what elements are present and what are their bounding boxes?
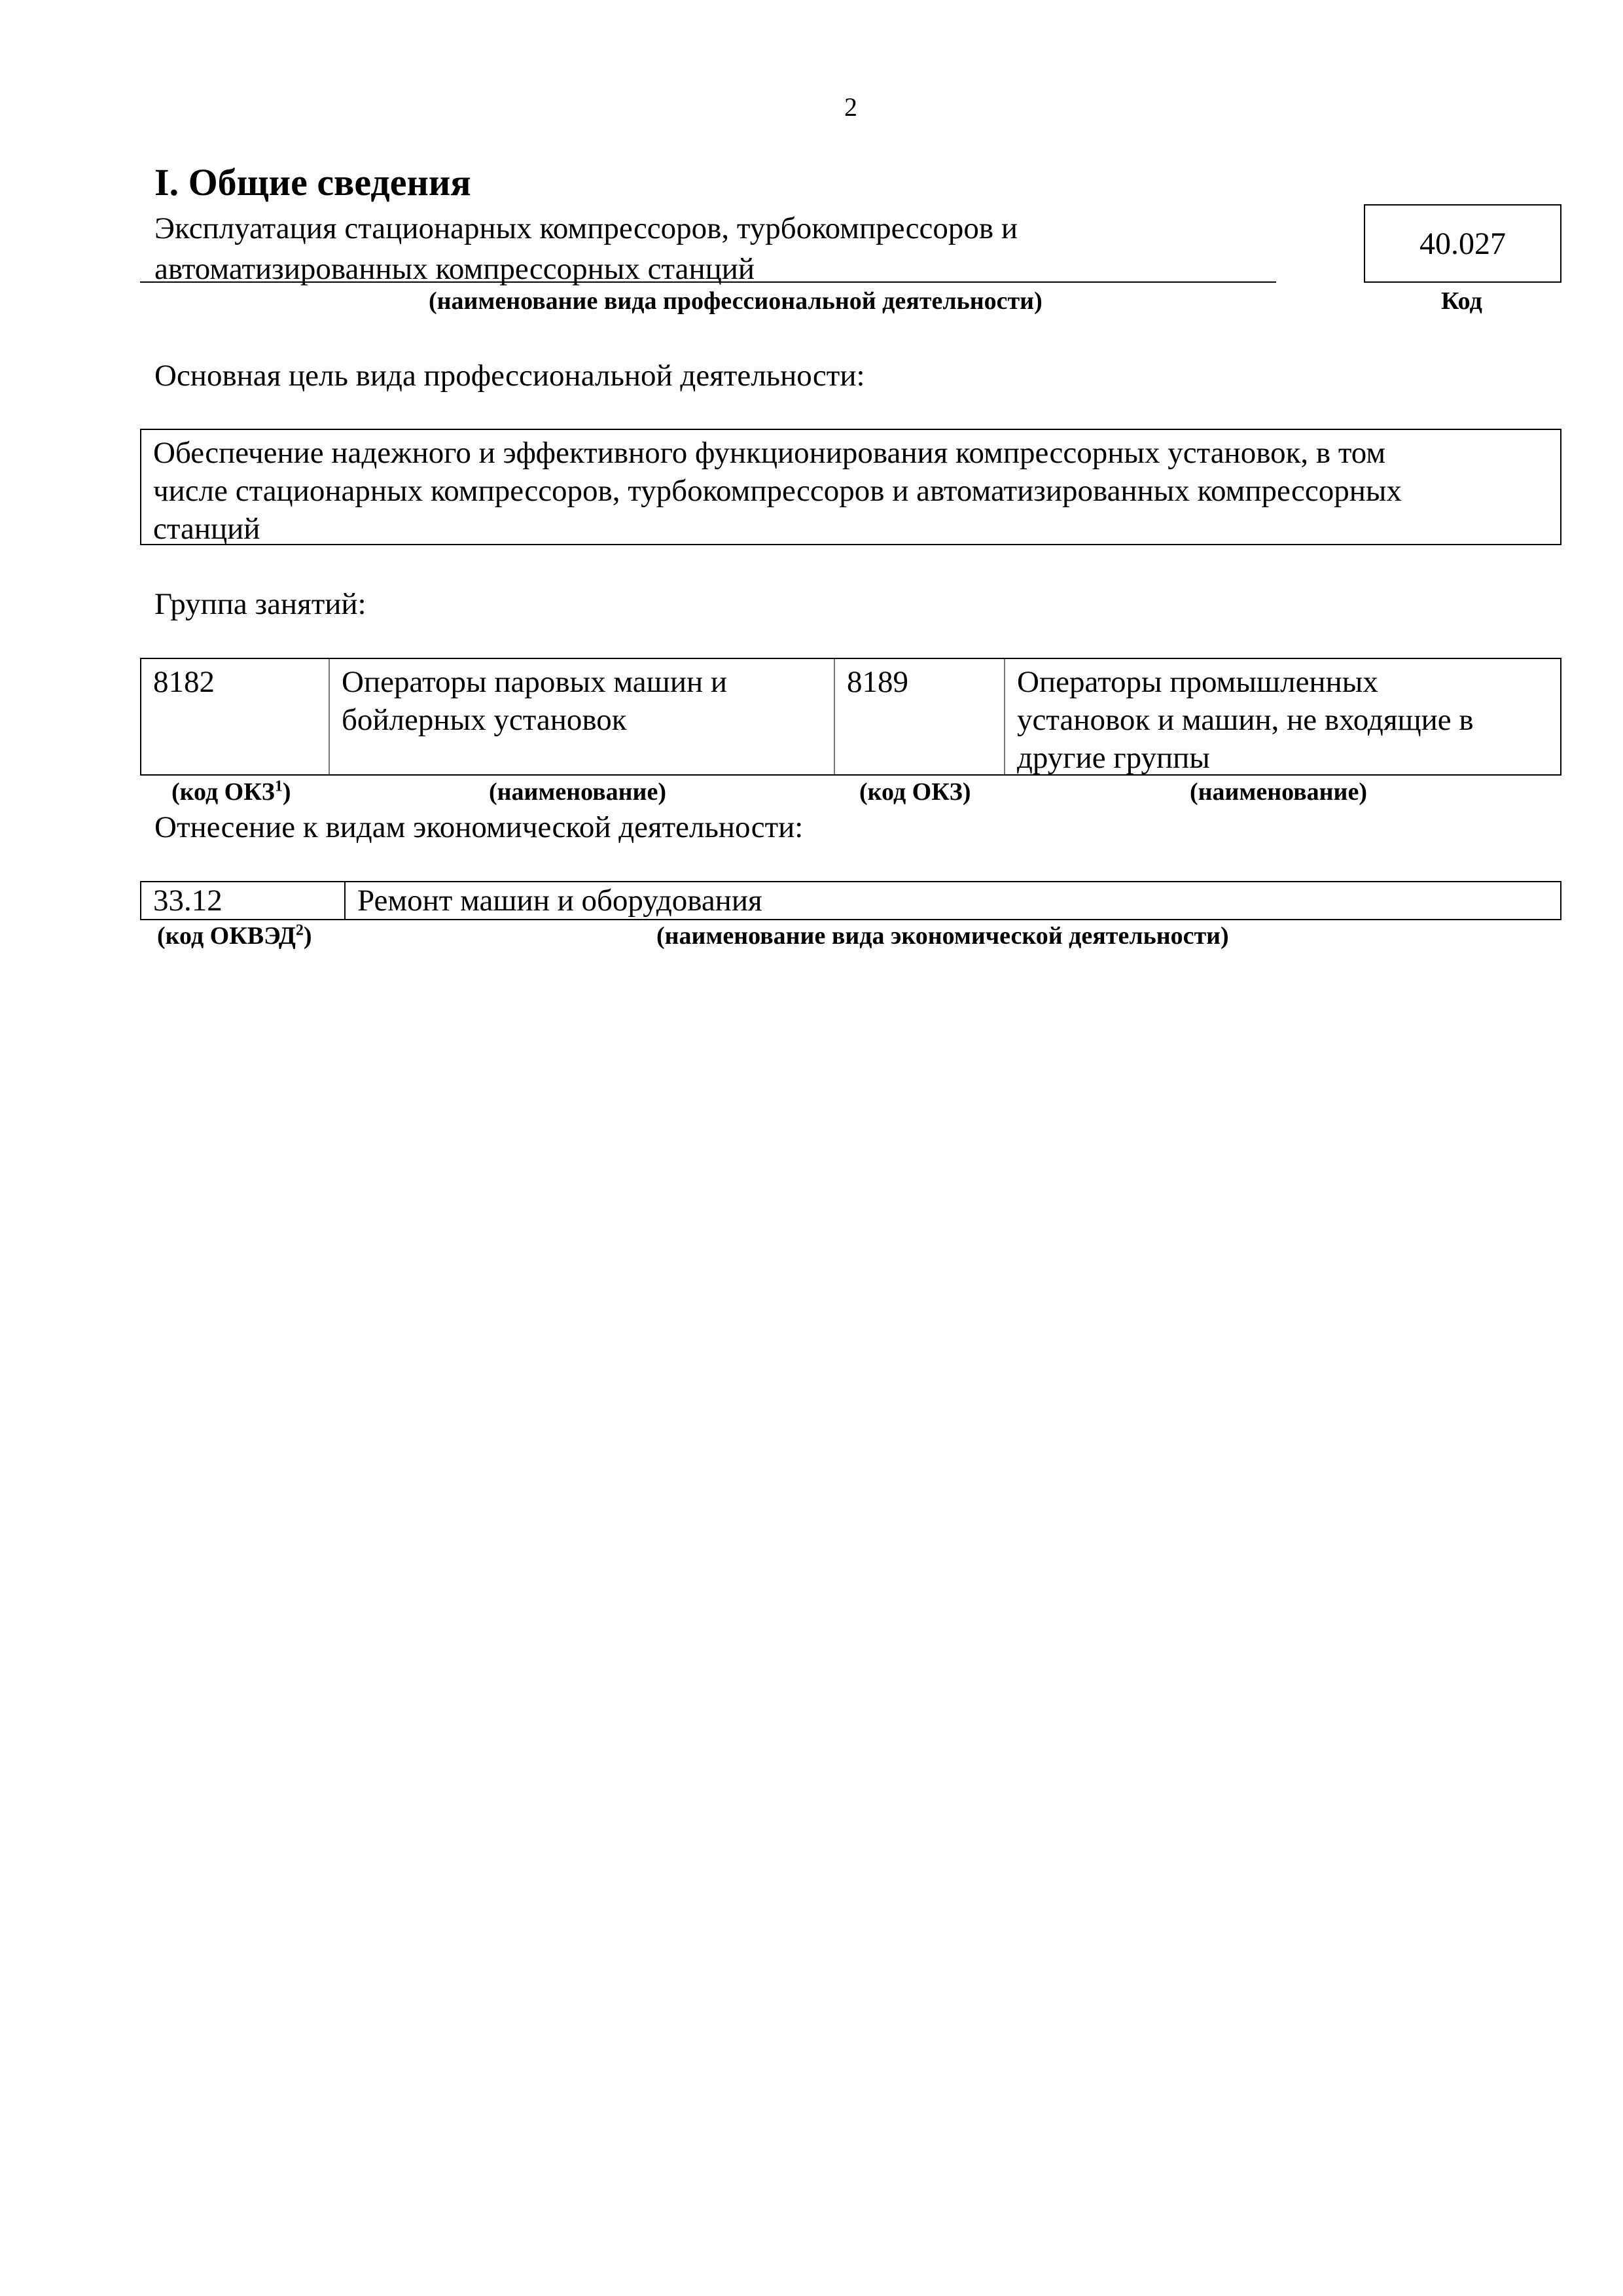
occupation-group-table: [140, 658, 1561, 776]
goal-heading: Основная цель вида профессиональной деятельности:: [154, 359, 865, 393]
okved-table: [140, 881, 1561, 920]
okz-code-1: 8182: [153, 665, 215, 699]
okz-name-caption-2: (наименование): [1190, 778, 1367, 806]
okved-name-cell: [346, 882, 774, 919]
page-number: 2: [844, 92, 857, 122]
okz-code-cell-2: [835, 659, 1004, 774]
okved-name-caption: (наименование вида экономической деятельности): [656, 922, 1229, 950]
okved-code-caption: (код ОКВЭД$^2$): [157, 922, 312, 950]
okz-name-cell-1: [330, 659, 834, 774]
goal-line-3: станций: [153, 512, 260, 546]
activity-code: 40.027: [1419, 226, 1506, 261]
okz-code-2: 8189: [847, 665, 908, 699]
activity-name-caption: (наименование вида профессиональной деятельности): [429, 287, 1043, 315]
activity-code-caption: Код: [1441, 287, 1482, 315]
okz-name-cell-2: [1005, 659, 1560, 774]
okz-name-1-line-2: бойлерных установок: [342, 703, 627, 737]
okz-name-2-line-3: другие группы: [1017, 741, 1210, 775]
okved-name: Ремонт машин и оборудования: [357, 884, 762, 918]
occupation-group-heading: Группа занятий:: [154, 587, 366, 621]
okz-name-2-line-2: установок и машин, не входящие в: [1017, 703, 1474, 737]
activity-name: [154, 208, 1280, 289]
okz-code-caption-1: (код ОКЗ$^1$): [171, 778, 291, 806]
activity-name-line-2: автоматизированных компрессорных станций: [154, 252, 755, 286]
activity-code-box: [1364, 204, 1561, 283]
activity-name-underline: [140, 281, 1276, 283]
okz-code-caption-2: (код ОКЗ): [859, 778, 971, 806]
okz-code-cell-1: [141, 659, 329, 774]
section-title: I. Общие сведения: [154, 161, 471, 204]
goal-line-1: Обеспечение надежного и эффективного функционирования компрессорных установок, в том: [153, 436, 1386, 470]
economic-activity-heading: Отнесение к видам экономической деятельности:: [154, 810, 804, 844]
okved-code-cell: [141, 882, 368, 919]
footnote-2-marker: 2: [295, 922, 304, 939]
activity-name-line-1: Эксплуатация стационарных компрессоров, турбокомпрессоров и: [154, 211, 1018, 245]
okz-name-1-line-1: Операторы паровых машин и: [342, 665, 728, 699]
goal-line-2: числе стационарных компрессоров, турбокомпрессоров и автоматизированных компрессорных: [153, 474, 1402, 508]
okz-name-caption-1: (наименование): [489, 778, 666, 806]
goal-box: [140, 429, 1561, 545]
okz-name-2-line-1: Операторы промышленных: [1017, 665, 1378, 699]
footnote-1-marker: 1: [274, 778, 283, 795]
okved-code: 33.12: [153, 884, 223, 918]
